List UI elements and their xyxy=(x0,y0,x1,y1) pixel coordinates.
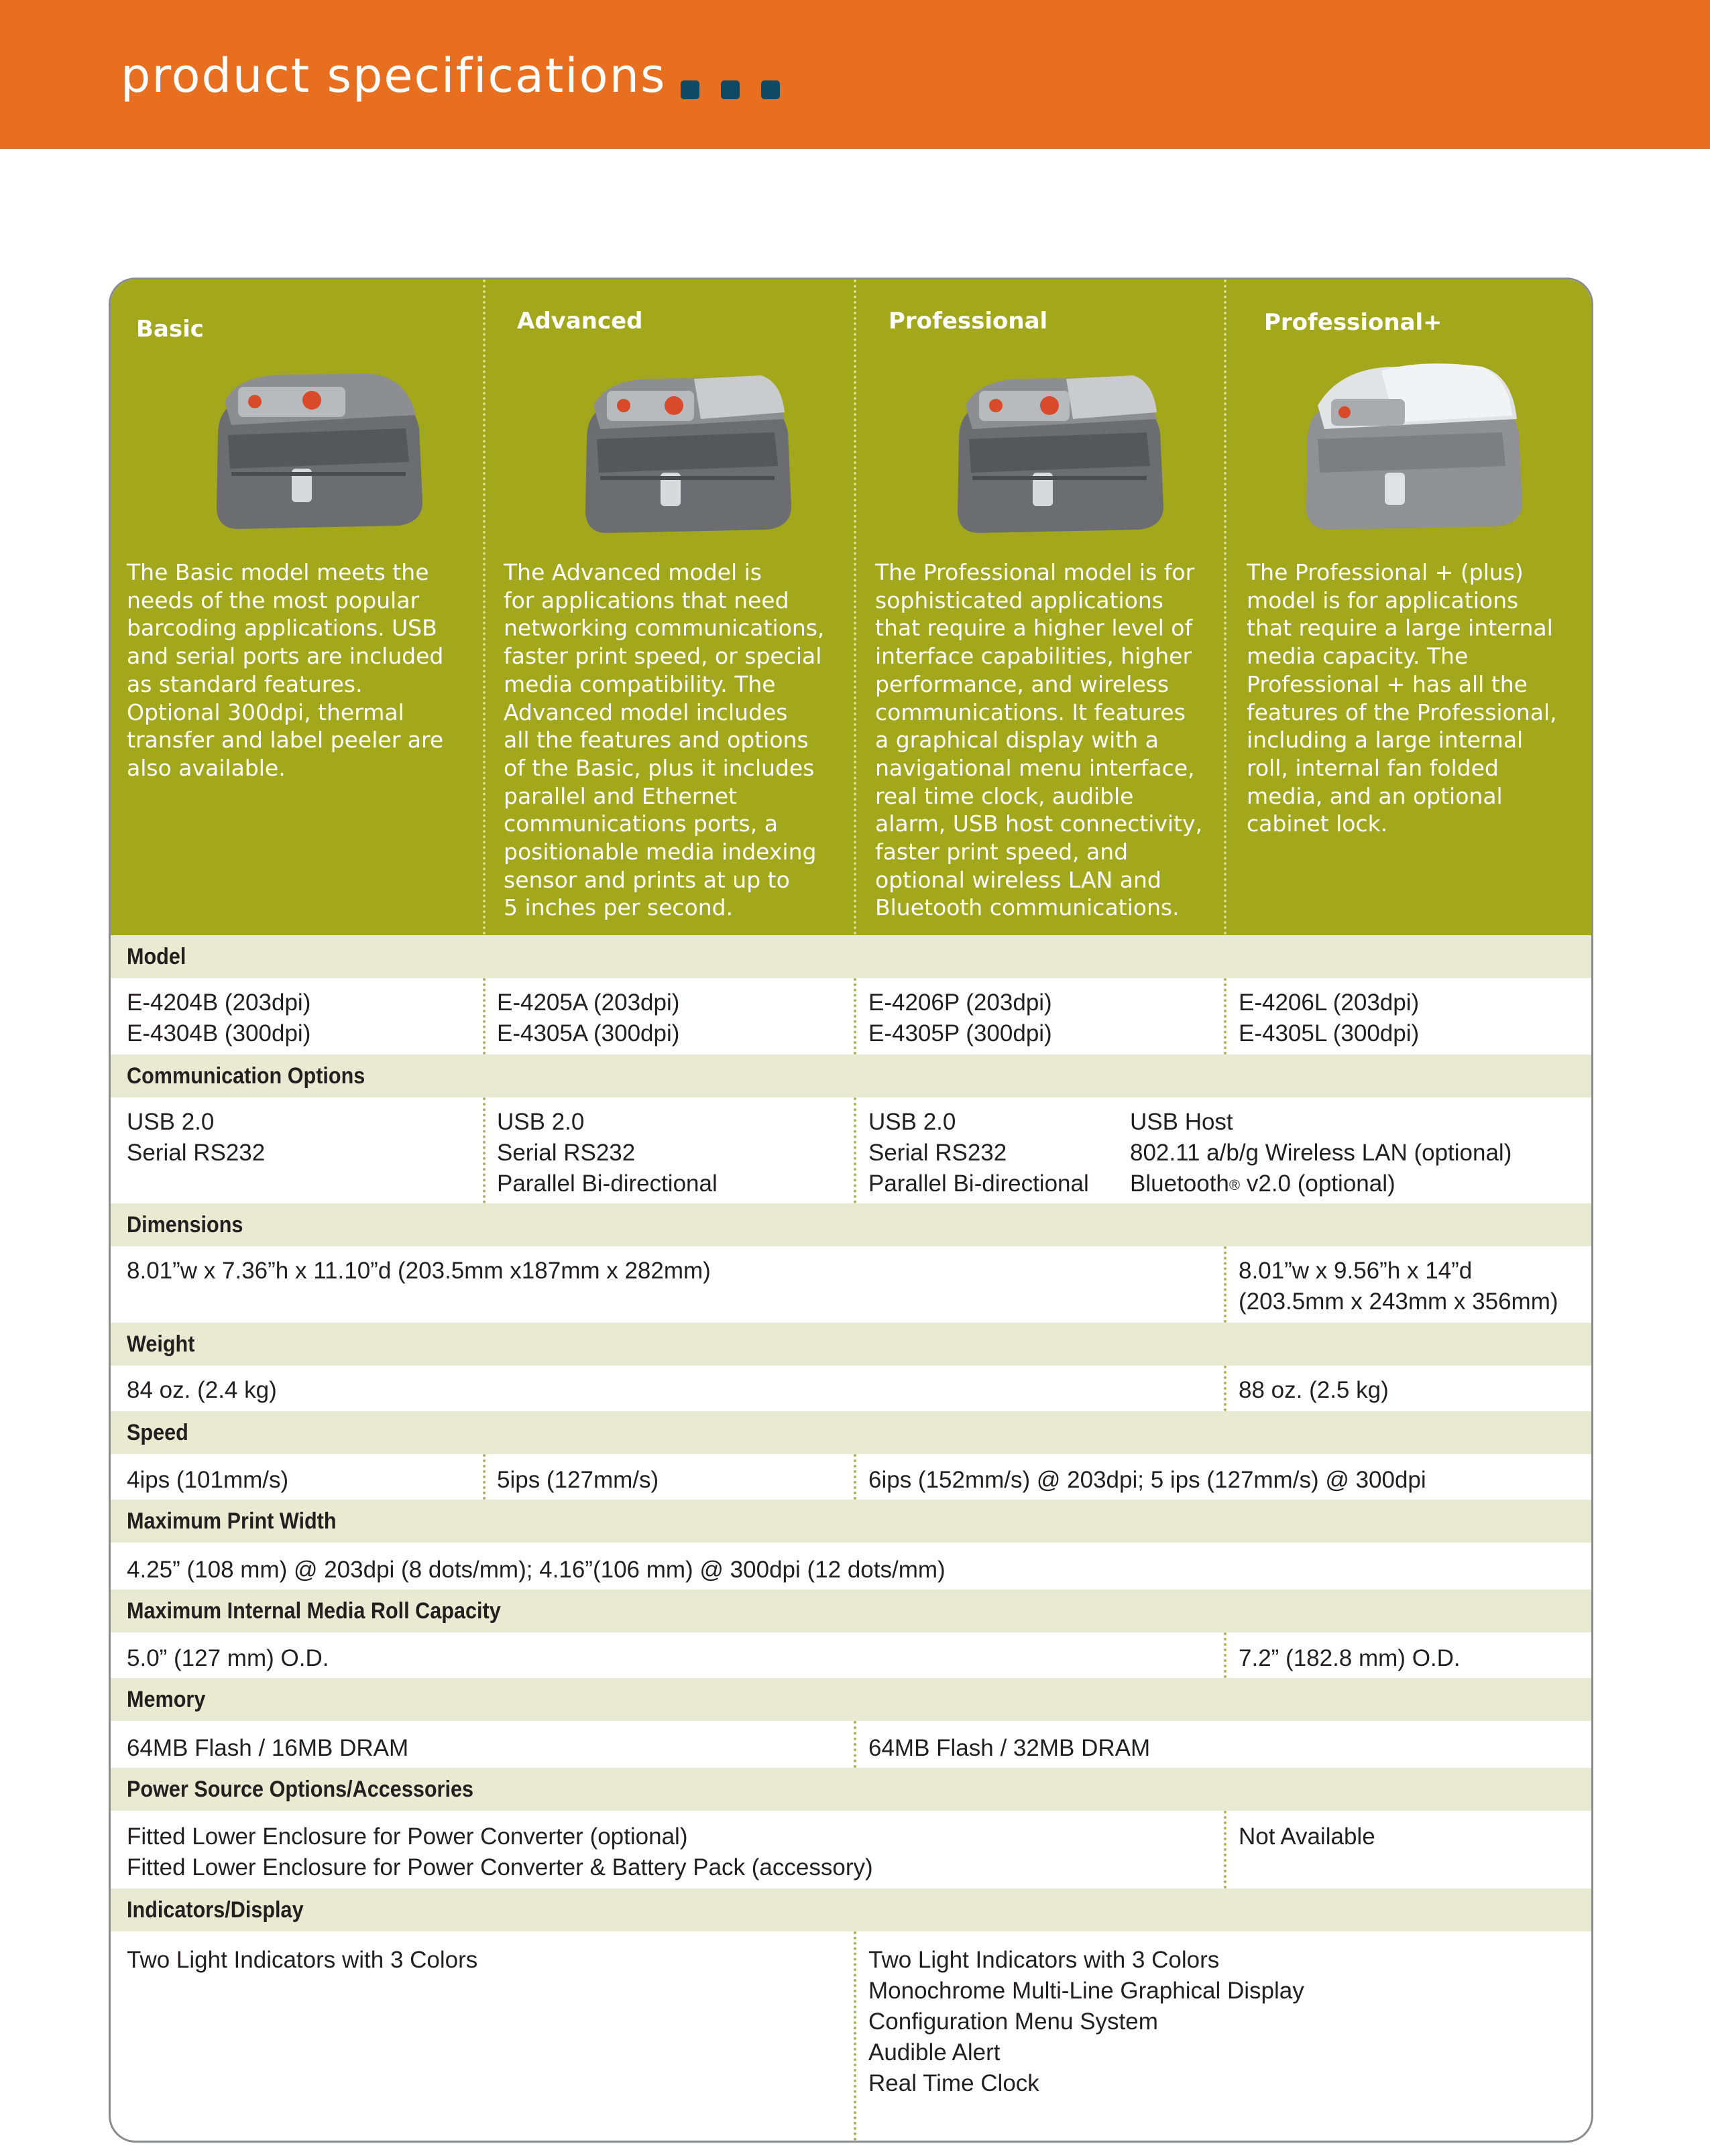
description-professional-plus: The Professional + (plus) model is for applications that require a large internal media capacity. The Professional + has all the features of the Professional, including a large internal roll, internal fan folded media, and an optional cabinet lock. xyxy=(1247,559,1557,837)
page-title: product specifications xyxy=(121,48,667,103)
media-roll-standard: 5.0” (127 mm) O.D. xyxy=(127,1645,329,1671)
column-divider xyxy=(854,1721,856,1768)
memory-professional: 64MB Flash / 32MB DRAM xyxy=(868,1735,1151,1761)
section-header-media-roll: Maximum Internal Media Roll Capacity xyxy=(111,1590,1591,1632)
communication-bluetooth: Bluetooth® v2.0 (optional) xyxy=(1130,1171,1395,1197)
communication-advanced: USB 2.0 Serial RS232 Parallel Bi-directional xyxy=(497,1109,718,1197)
column-heading-advanced: Advanced xyxy=(517,308,643,335)
section-header-indicators: Indicators/Display xyxy=(111,1889,1591,1931)
model-professional-plus: E-4206L (203dpi) E-4305L (300dpi) xyxy=(1239,990,1420,1046)
header-banner xyxy=(0,0,1710,149)
spec-table xyxy=(109,278,1593,2143)
memory-basic-advanced: 64MB Flash / 16MB DRAM xyxy=(127,1735,409,1761)
column-divider xyxy=(483,1454,486,1500)
square-bullet-icon xyxy=(681,80,699,99)
column-divider xyxy=(1224,1246,1227,1323)
description-basic: The Basic model meets the needs of the most popular barcoding applications. USB and serial ports are included as standard features. Optional 300dpi, thermal transfer and label peeler are also available. xyxy=(127,559,444,781)
section-header-speed: Speed xyxy=(111,1411,1591,1454)
printer-professional-plus-image xyxy=(1281,359,1536,540)
section-header-print-width: Maximum Print Width xyxy=(111,1500,1591,1543)
print-width-all: 4.25” (108 mm) @ 203dpi (8 dots/mm); 4.16”(106 mm) @ 300dpi (12 dots/mm) xyxy=(127,1557,946,1583)
power-standard: Fitted Lower Enclosure for Power Converter (optional) Fitted Lower Enclosure for Power Converter & Battery Pack (accessory) xyxy=(127,1823,873,1880)
description-professional: The Professional model is for sophisticated applications that require a higher level of interface capabilities, higher performance, and wireless communications. It features a graphical display with a navigational menu interface, real time clock, audible alarm, USB host connectivity, faster print speed, and optional wireless LAN and Bluetooth communications. xyxy=(875,559,1203,921)
column-divider xyxy=(483,1097,486,1203)
indicators-basic-advanced: Two Light Indicators with 3 Colors xyxy=(127,1947,478,1973)
column-divider xyxy=(854,280,856,935)
column-divider xyxy=(1224,1632,1227,1678)
speed-advanced: 5ips (127mm/s) xyxy=(497,1467,659,1493)
dimensions-professional-plus: 8.01”w x 9.56”h x 14”d (203.5mm x 243mm x 356mm) xyxy=(1239,1258,1558,1315)
printer-professional-image xyxy=(932,365,1174,540)
column-divider xyxy=(854,1097,856,1203)
printer-basic-image xyxy=(191,361,433,536)
speed-professional: 6ips (152mm/s) @ 203dpi; 5 ips (127mm/s) @ 300dpi xyxy=(868,1467,1426,1493)
model-basic: E-4204B (203dpi) E-4304B (300dpi) xyxy=(127,990,311,1046)
section-header-communication: Communication Options xyxy=(111,1055,1591,1097)
speed-basic: 4ips (101mm/s) xyxy=(127,1467,289,1493)
communication-professional: USB 2.0 Serial RS232 Parallel Bi-directional xyxy=(868,1109,1089,1197)
printer-advanced-image xyxy=(560,365,801,540)
section-header-weight: Weight xyxy=(111,1323,1591,1366)
column-divider xyxy=(1224,1811,1227,1889)
dimensions-standard: 8.01”w x 7.36”h x 11.10”d (203.5mm x187mm x 282mm) xyxy=(127,1258,711,1284)
column-divider xyxy=(1224,280,1227,935)
model-advanced: E-4205A (203dpi) E-4305A (300dpi) xyxy=(497,990,680,1046)
column-heading-professional-plus: Professional+ xyxy=(1264,309,1442,336)
model-overview-panel xyxy=(111,280,1591,935)
column-divider xyxy=(854,1454,856,1500)
column-divider xyxy=(483,978,486,1055)
column-divider xyxy=(854,978,856,1055)
column-heading-professional: Professional xyxy=(889,308,1048,335)
column-divider xyxy=(1224,978,1227,1055)
column-heading-basic: Basic xyxy=(136,316,204,343)
model-professional: E-4206P (203dpi) E-4305P (300dpi) xyxy=(868,990,1052,1046)
column-divider xyxy=(854,1931,856,2143)
square-bullet-icon xyxy=(721,80,740,99)
section-header-dimensions: Dimensions xyxy=(111,1203,1591,1246)
communication-basic: USB 2.0 Serial RS232 xyxy=(127,1109,266,1166)
description-advanced: The Advanced model is for applications that need networking communications, faster print speed, or special media compatibility. The Advanced model includes all the features and options of the Basic, plus it includes parallel and Ethernet communications ports, a positionable media indexing sensor and prints at up to 5 inches per second. xyxy=(504,559,825,921)
column-divider xyxy=(1224,1366,1227,1411)
media-roll-professional-plus: 7.2” (182.8 mm) O.D. xyxy=(1239,1645,1461,1671)
column-divider xyxy=(483,280,486,935)
square-bullet-icon xyxy=(761,80,780,99)
weight-standard: 84 oz. (2.4 kg) xyxy=(127,1377,277,1403)
section-header-model: Model xyxy=(111,935,1591,978)
section-header-memory: Memory xyxy=(111,1678,1591,1721)
communication-usb-host: USB Host xyxy=(1130,1109,1233,1135)
power-professional-plus: Not Available xyxy=(1239,1823,1375,1850)
indicators-professional: Two Light Indicators with 3 Colors Monochrome Multi-Line Graphical Display Configuration Menu System Audible Alert Real Time Clock xyxy=(868,1947,1304,2096)
section-header-power: Power Source Options/Accessories xyxy=(111,1768,1591,1811)
communication-wireless-lan: 802.11 a/b/g Wireless LAN (optional) xyxy=(1130,1140,1512,1166)
weight-professional-plus: 88 oz. (2.5 kg) xyxy=(1239,1377,1389,1403)
